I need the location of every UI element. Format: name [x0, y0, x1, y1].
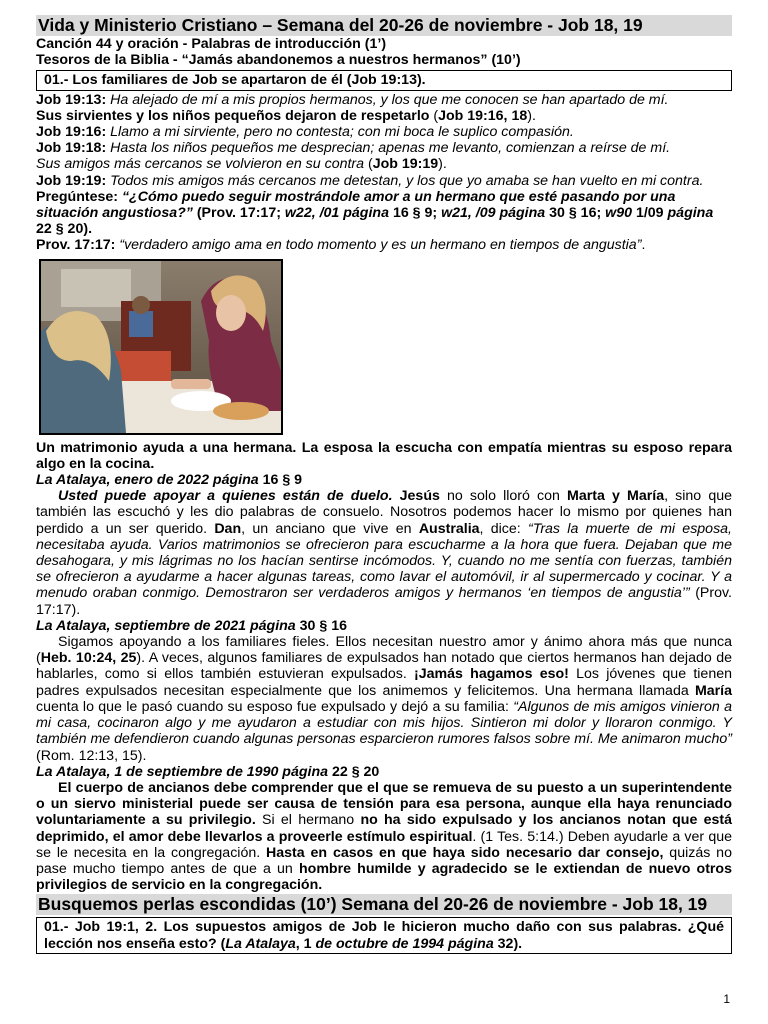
source-watchtower-1990: La Atalaya, 1 de septiembre de 1990 página 22 § 20 — [36, 763, 380, 780]
spiritual-gems-heading: Busquemos perlas escondidas (10’) Semana del 20-26 de noviembre - Job 18, 19 — [36, 894, 732, 915]
source-watchtower-2022: La Atalaya, enero de 2022 página 16 § 9 — [36, 472, 303, 489]
servants-statement: Sus sirvientes y los niños pequeños dejaron de respetarlo (Job 19:16, 18). — [36, 107, 536, 124]
source-watchtower-2021: La Atalaya, septiembre de 2021 página 30 § 16 — [36, 617, 347, 634]
paragraph-faithful-relatives: Sigamos apoyando a los familiares fieles. Ellos necesitan nuestro amor y ánimo ahora más que nunca (Heb. 10:24, 25). A veces, algunos familiares de expulsados han notado que ciertos hermanos han dejado de hablarles, como si ellos también estuvieran expulsados. ¡Jamás hagamos eso! Los jóvenes que tienen padres expulsados necesitan especialmente que los animemos y felicitemos. Una hermana llamada María cuenta lo que le pasó cuando su esposo fue expulsado y dejó a su familia: “Algunos de mis amigos vinieron a mi casa, cocinaron algo y me ayudaron a estudiar con mis hijos. Sintieron mi dolor y lloraron conmigo. Y también me defendieron cuando algunas personas esparcieron rumores falsos sobre mí. Me animaron mucho” (Rom. 12:13, 15). — [36, 634, 732, 764]
page-title: Vida y Ministerio Cristiano – Semana del 20-26 de noviembre - Job 18, 19 — [36, 15, 732, 36]
verse-job-19-16: Job 19:16: Llamo a mi sirviente, pero no contesta; con mi boca le suplico compasión. — [36, 124, 574, 141]
verse-job-19-19: Job 19:19: Todos mis amigos más cercanos me detestan, y los que yo amaba se han vuelto en mi contra. — [36, 172, 704, 189]
paragraph-elders: El cuerpo de ancianos debe comprender que el que se remueva de su puesto a un superintendente o un siervo ministerial puede ser causa de tensión para esa persona, aunque ella haya renunciado voluntariamente a su privilegio. Si el hermano no ha sido expulsado y los ancianos notan que está deprimido, el amor debe llevarlos a proveerle estímulo espiritual. (1 Tes. 5:14.) Deben ayudarle a ver que se le necesita en la congregación. Hasta en casos en que haya sido necesario dar consejo, quizás no pase mucho tiempo antes de que a un hombre humilde y agradecido se le extiendan de nuevo otros privilegios de servicio en la congregación. — [36, 779, 733, 894]
document-page — [36, 15, 732, 955]
page-number: 1 — [723, 992, 730, 1006]
photo-caption: Un matrimonio ayuda a una hermana. La esposa la escucha con empatía mientras su esposo repara algo en la cocina. — [36, 439, 732, 472]
spiritual-gems-question-box: 01.- Job 19:1, 2. Los supuestos amigos de Job le hicieron mucho daño con sus palabras. ¿Qué lección nos enseña esto? (La Atalaya, 1 de octubre de 1994 página 32). — [36, 917, 732, 953]
verse-job-19-13: Job 19:13: Ha alejado de mí a mis propios hermanos, y los que me conocen se han apartado de mí. — [36, 91, 669, 108]
couple-helping-sister-photo — [39, 259, 283, 435]
proverbs-17-17: Prov. 17:17: “verdadero amigo ama en todo momento y es un hermano en tiempos de angustia”. — [36, 237, 646, 254]
treasures-heading: Tesoros de la Biblia - “Jamás abandonemos a nuestros hermanos” (10’) — [36, 52, 521, 69]
verse-job-19-18: Job 19:18: Hasta los niños pequeños me desprecian; apenas me levanto, comienzan a reírse de mí. — [36, 140, 671, 157]
song-intro-line: Canción 44 y oración - Palabras de introducción (1’) — [36, 36, 387, 52]
point-1-box: 01.- Los familiares de Job se apartaron de él (Job 19:13). — [36, 70, 732, 90]
friends-statement: Sus amigos más cercanos se volvieron en su contra (Job 19:19). — [36, 156, 447, 173]
ask-yourself-question: Pregúntese: “¿Cómo puedo seguir mostrándole amor a un hermano que esté pasando por una situación angustiosa?” (Prov. 17:17; w22, /01 página 16 § 9; w21, /09 página 30 § 16; w90 1/09 página 22 § 20). — [36, 188, 714, 238]
paragraph-grief-support: Usted puede apoyar a quienes están de duelo. Jesús no solo lloró con Marta y María, sino que también las escuchó y les dio palabras de consuelo. Nosotros podemos hacer lo mismo por quienes han perdido a un ser querido. Dan, un anciano que vive en Australia, dice: “Tras la muerte de mi esposa, necesitaba ayuda. Varios matrimonios se ofrecieron para escucharme a la hora que fuera. Dejaban que me desahogara, y mis lágrimas no los hacían sentirse incómodos. Y, cuando no me sentía con fuerzas, también se ofrecieron a ayudarme a hacer algunas tareas, como lavar el automóvil, ir al supermercado y cocinar. Y a menudo oraban conmigo. Demostraron ser verdaderos amigos y hermanos ‘en tiempos de angustia’” (Prov. 17:17). — [36, 488, 732, 618]
